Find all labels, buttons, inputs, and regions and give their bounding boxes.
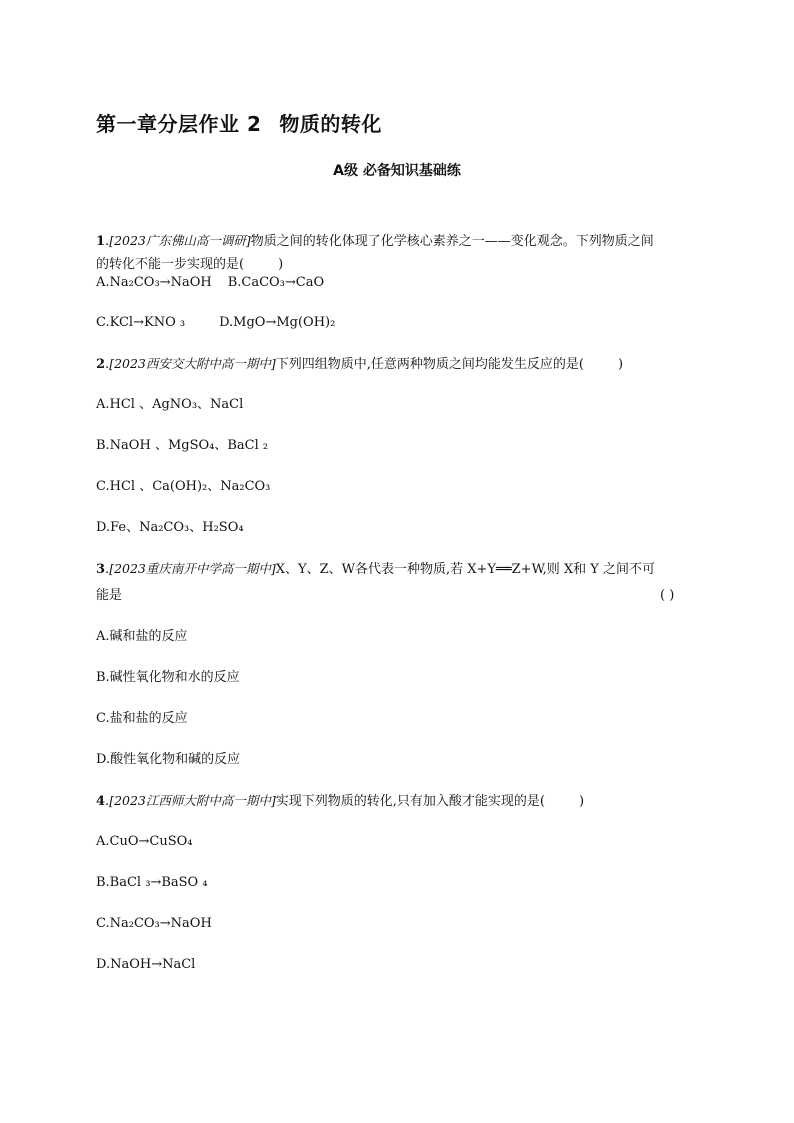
question-source: [2023西安交大附中高一期中] [109,356,276,371]
question-number: 2 [96,357,106,372]
question-1-stem-line2 [96,256,283,274]
answer-paren: ) [617,357,624,372]
question-text: 的转化不能一步实现的是( [96,257,245,272]
question-1-options-row1 [96,274,324,292]
question-2-option-b: B.NaOH 、MgSO₄、BaCl ₂ [96,438,269,453]
level-heading: A级 必备知识基础练 [333,163,461,179]
title-sub: 物质的转化 [279,112,382,136]
option-d: D.MgO→Mg(OH)₂ [219,315,336,330]
question-source: [2023江西师大附中高一期中] [109,793,276,808]
title-main: 第一章分层作业 2 [96,112,262,136]
question-number: 4 [96,794,106,809]
question-3-stem: 3.[2023重庆南开中学高一期中]X、Y、Z、W各代表一种物质,若 X+Y══Z+W,则 X和 Y 之间不可 [96,561,656,577]
question-4-option-a: A.CuO→CuSO₄ [96,834,193,849]
option-c: C.KCl→KNO ₃ [96,315,186,330]
answer-paren: ) [578,794,585,809]
page-title [96,108,382,137]
question-2-option-d: D.Fe、Na₂CO₃、H₂SO₄ [96,520,244,535]
option-b: B.CaCO₃→CaO [227,275,325,290]
question-text: 实现下列物质的转化,只有加入酸才能实现的是( [275,794,545,809]
question-4-option-b: B.BaCl ₃→BaSO ₄ [96,875,208,890]
question-source: [2023重庆南开中学高一期中] [109,561,276,576]
question-3-option-d: D.酸性氧化物和碱的反应 [96,752,241,767]
question-1-options-row2 [96,314,335,332]
question-3-option-a: A.碱和盐的反应 [96,629,188,644]
question-number: 3 [96,562,106,577]
question-3-option-c: C.盐和盐的反应 [96,711,188,726]
question-source: [2023广东佛山高一调研] [109,233,251,248]
question-3-option-b: B.碱性氧化物和水的反应 [96,670,240,685]
question-2-option-a: A.HCl 、AgNO₃、NaCl [96,397,244,412]
question-4-option-c: C.Na₂CO₃→NaOH [96,916,212,931]
question-text: 物质之间的转化体现了化学核心素养之一——变化观念。下列物质之间 [250,234,654,249]
option-a: A.Na₂CO₃→NaOH [96,275,212,290]
question-text: 下列四组物质中,任意两种物质之间均能发生反应的是( [275,357,584,372]
question-3-stem-line2: 能是 [96,588,123,603]
question-2-stem: 2.[2023西安交大附中高一期中]下列四组物质中,任意两种物质之间均能发生反应的是( ) [96,356,624,372]
question-1-stem: 1.[2023广东佛山高一调研]物质之间的转化体现了化学核心素养之一——变化观念。下列物质之间 [96,233,654,249]
question-text: X、Y、Z、W各代表一种物质,若 X+Y══Z+W,则 X和 Y 之间不可 [275,562,656,577]
question-number: 1 [96,234,106,249]
answer-paren: ( ) [660,588,675,603]
question-2-option-c: C.HCl 、Ca(OH)₂、Na₂CO₃ [96,479,271,494]
question-4-option-d: D.NaOH→NaCl [96,957,196,972]
answer-paren: ) [278,257,284,272]
question-4-stem: 4.[2023江西师大附中高一期中]实现下列物质的转化,只有加入酸才能实现的是( ) [96,793,585,809]
